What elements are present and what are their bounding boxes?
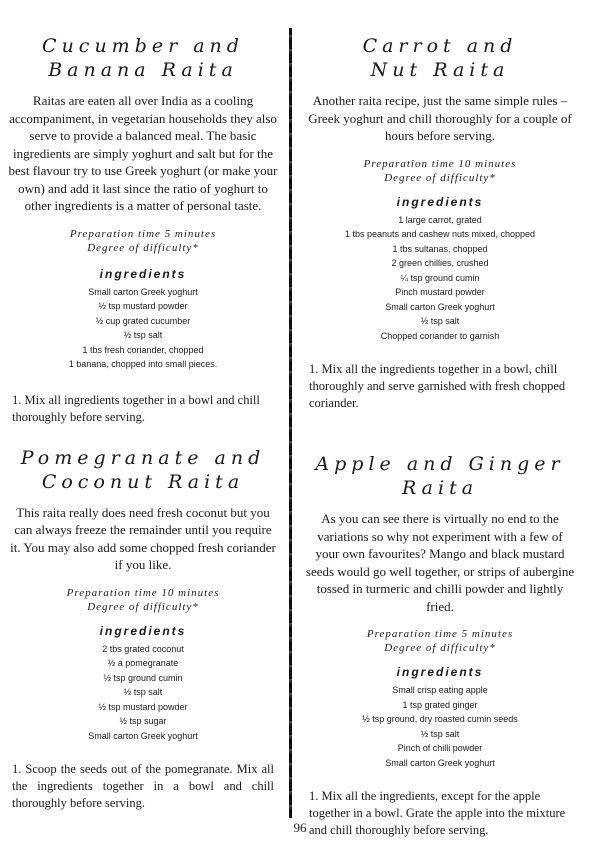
ingredients-heading: ingredients [99,623,187,638]
ingredient-item: Pinch mustard powder [395,287,485,297]
recipe-intro: As you can see there is virtually no end to the variations so why not experiment with a few of your own favourites? Mango and black mustard seeds would go well together, or strips of aubergine tossed in turmeric and chilli powder and lightly fried. [305,511,575,614]
page-number: 96 [293,820,307,835]
recipe-carrot-nut [305,0,575,412]
recipe-title [8,446,278,494]
column-divider [289,28,292,818]
right-column [305,0,575,839]
recipe-title-line1: Apple and Ginger [315,453,565,475]
method-step: 1. Mix all the ingredients together in a bowl, chill thoroughly and serve garnished with fresh chopped coriander. [309,362,566,410]
recipe-cucumber-banana [8,0,278,426]
ingredient-item: 1 large carrot, grated [398,214,482,225]
ingredient-item: Small crisp eating apple [392,685,488,695]
recipe-title-line1: Carrot and [362,35,518,57]
recipe-title [305,452,575,500]
ingredient-item: 1 tbs peanuts and cashew nuts mixed, chopped [344,229,536,239]
ingredient-list [8,285,278,372]
ingredient-item: ½ tsp mustard powder [98,301,188,311]
recipe-title-line1: Cucumber and [42,35,244,57]
recipe-title [305,34,575,82]
ingredient-item: Small carton Greek yoghurt [88,730,198,741]
recipe-intro: Raitas are eaten all over India as a cooling accompaniment, in vegetarian households they also serve to provide a balanced meal. The basic ingredients are simply yoghurt and salt but for the best flavour try to use Greek yoghurt (or make your own) and add it last since the ratio of yoghurt to other ingredients is a matter of personal taste. [8,93,278,213]
recipe-title-line2: Banana Raita [48,59,238,81]
ingredient-item: ½ tsp salt [123,687,163,697]
recipe-title [8,34,278,82]
left-column [8,0,278,812]
prep-time: Preparation time 10 minutes [363,157,517,170]
ingredient-item: 1 tbs fresh coriander, chopped [82,344,204,355]
ingredient-item: ¼ tsp ground cumin [400,272,480,283]
prep-time: Preparation time 5 minutes [69,227,217,240]
ingredient-item: Chopped coriander to garnish [380,330,500,341]
ingredient-item: ½ cup grated cucumber [95,315,191,326]
ingredient-list [305,683,575,770]
method-step: 1. Scoop the seeds out of the pomegranate. Mix all the ingredients together in a bowl and chill thoroughly before serving. [12,762,274,810]
difficulty: Degree of difficulty* [384,171,496,184]
ingredient-item: ½ tsp salt [420,728,460,739]
difficulty: Degree of difficulty* [87,241,199,254]
ingredient-item: Small carton Greek yoghurt [385,757,495,768]
ingredient-item: ½ tsp salt [123,330,163,340]
ingredient-item: Small carton Greek yoghurt [385,301,495,312]
recipe-title-line2: Coconut Raita [41,470,245,493]
ingredient-item: ½ a pomegranate [107,658,179,668]
ingredient-item: Small carton Greek yoghurt [88,286,198,297]
recipe-intro: Another raita recipe, just the same simple rules – Greek yoghurt and chill thoroughly for a couple of hours before serving. [308,93,572,143]
prep-time: Preparation time 10 minutes [66,586,220,599]
recipe-intro: This raita really does need fresh coconut but you can always freeze the remainder until you require it. You may also add some chopped fresh coriander if you like. [10,504,276,572]
ingredient-item: 1 tsp grated ginger [402,699,478,710]
prep-time: Preparation time 5 minutes [366,628,514,640]
ingredients-heading: ingredients [396,665,484,679]
difficulty: Degree of difficulty* [384,642,496,654]
method-step: 1. Mix all the ingredients, except for the apple together in a bowl. Grate the apple into the mixture and chill thoroughly before serving. [309,789,566,837]
ingredient-item: 2 green chillies, crushed [391,258,489,268]
ingredient-item: Pinch of chilli powder [397,743,483,753]
recipe-title-line2: Nut Raita [370,59,510,81]
ingredient-item: ½ tsp ground, dry roasted cumin seeds [362,714,518,724]
ingredient-item: 1 banana, chopped into small pieces. [68,359,218,369]
recipe-title-line2: Raita [401,477,479,499]
ingredients-heading: ingredients [396,194,484,209]
ingredient-item: ½ tsp salt [420,316,460,326]
ingredient-item: ½ tsp ground cumin [103,672,183,683]
ingredient-item: ½ tsp sugar [119,716,167,726]
recipe-apple-ginger [305,412,575,839]
difficulty: Degree of difficulty* [87,600,199,613]
ingredients-heading: ingredients [99,266,187,281]
ingredient-list [8,642,278,744]
ingredient-item: 2 tbs grated coconut [102,643,184,654]
ingredient-item: 1 tbs sultanas, chopped [392,243,488,254]
ingredient-list [305,213,575,344]
recipe-title-line1: Pomegranate and [20,446,266,469]
ingredient-item: ½ tsp mustard powder [98,701,188,712]
method-step: 1. Mix all ingredients together in a bowl and chill thoroughly before serving. [12,392,260,424]
recipe-pomegranate-coconut [8,426,278,813]
